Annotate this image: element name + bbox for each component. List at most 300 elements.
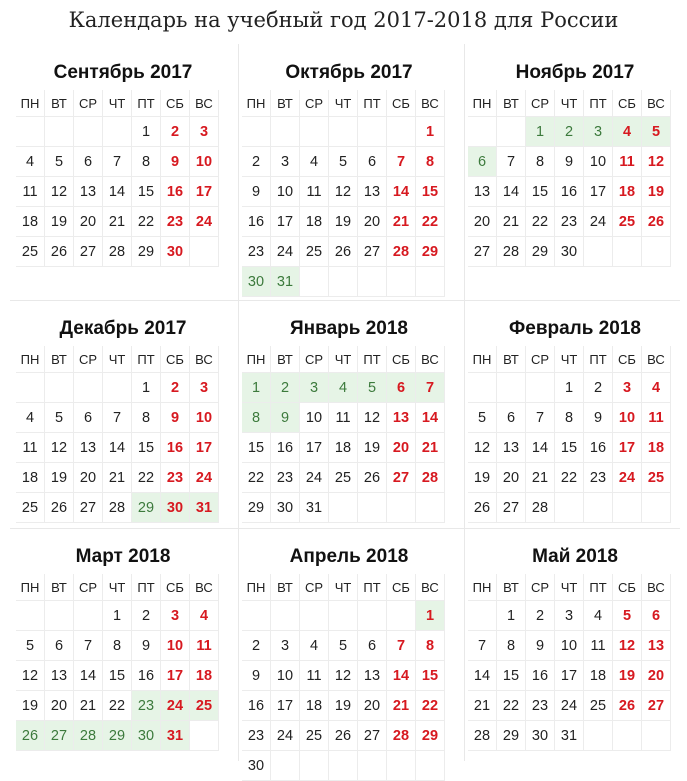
day-cell: 7 — [526, 403, 555, 433]
day-cell: 21 — [103, 207, 132, 237]
week-row — [468, 433, 671, 463]
empty-cell — [329, 267, 358, 297]
day-cell: 10 — [190, 147, 219, 177]
day-cell: 12 — [642, 147, 671, 177]
day-cell: 26 — [329, 721, 358, 751]
day-cell: 10 — [271, 177, 300, 207]
day-cell: 3 — [271, 631, 300, 661]
month-table — [242, 574, 445, 781]
day-cell: 12 — [329, 661, 358, 691]
empty-cell — [45, 373, 74, 403]
day-cell: 21 — [416, 433, 445, 463]
empty-cell — [74, 601, 103, 631]
month-calendar — [16, 56, 230, 267]
empty-cell — [300, 267, 329, 297]
day-cell: 22 — [132, 463, 161, 493]
week-row — [242, 267, 445, 297]
week-row — [242, 463, 445, 493]
day-cell: 21 — [387, 207, 416, 237]
month-title: Февраль 2018 — [509, 318, 641, 339]
empty-cell — [271, 751, 300, 781]
day-cell: 31 — [161, 721, 190, 751]
day-cell: 21 — [497, 207, 526, 237]
day-cell: 15 — [416, 177, 445, 207]
weekday-header: ПН — [242, 574, 271, 601]
day-cell: 27 — [497, 493, 526, 523]
day-cell: 13 — [468, 177, 497, 207]
day-cell: 4 — [613, 117, 642, 147]
day-cell: 31 — [555, 721, 584, 751]
empty-cell — [300, 751, 329, 781]
day-cell: 23 — [555, 207, 584, 237]
day-cell: 15 — [555, 433, 584, 463]
day-cell: 20 — [358, 691, 387, 721]
day-cell: 11 — [190, 631, 219, 661]
day-cell: 29 — [526, 237, 555, 267]
day-cell: 22 — [555, 463, 584, 493]
day-cell: 7 — [74, 631, 103, 661]
day-cell: 7 — [497, 147, 526, 177]
weekday-header: СБ — [161, 574, 190, 601]
day-cell: 25 — [16, 493, 45, 523]
day-cell: 16 — [161, 177, 190, 207]
day-cell: 27 — [642, 691, 671, 721]
day-cell: 2 — [132, 601, 161, 631]
day-cell: 26 — [642, 207, 671, 237]
day-cell: 23 — [242, 237, 271, 267]
day-cell: 14 — [468, 661, 497, 691]
weekday-header: СБ — [161, 90, 190, 117]
month-calendar — [242, 312, 456, 523]
empty-cell — [190, 721, 219, 751]
day-cell: 23 — [242, 721, 271, 751]
weekday-header: ЧТ — [329, 90, 358, 117]
week-row — [242, 433, 445, 463]
month-calendar — [242, 540, 456, 781]
page-title: Календарь на учебный год 2017-2018 для России — [68, 8, 619, 32]
day-cell: 11 — [613, 147, 642, 177]
day-cell: 15 — [132, 433, 161, 463]
day-cell: 7 — [387, 631, 416, 661]
month-table — [16, 346, 219, 523]
empty-cell — [16, 117, 45, 147]
day-cell: 25 — [613, 207, 642, 237]
day-cell: 28 — [74, 721, 103, 751]
empty-cell — [526, 373, 555, 403]
empty-cell — [416, 751, 445, 781]
day-cell: 8 — [555, 403, 584, 433]
day-cell: 9 — [161, 403, 190, 433]
day-cell: 9 — [242, 661, 271, 691]
day-cell: 26 — [45, 237, 74, 267]
day-cell: 15 — [242, 433, 271, 463]
day-cell: 28 — [526, 493, 555, 523]
weekday-header: ВТ — [271, 574, 300, 601]
day-cell: 30 — [242, 751, 271, 781]
day-cell: 25 — [300, 237, 329, 267]
empty-cell — [642, 237, 671, 267]
month-title: Апрель 2018 — [289, 546, 409, 567]
day-cell: 30 — [132, 721, 161, 751]
day-cell: 30 — [526, 721, 555, 751]
day-cell: 4 — [642, 373, 671, 403]
day-cell: 13 — [74, 433, 103, 463]
day-cell: 2 — [161, 117, 190, 147]
day-cell: 22 — [416, 207, 445, 237]
day-cell: 6 — [74, 403, 103, 433]
weekday-header: ВТ — [497, 90, 526, 117]
column-divider — [238, 44, 239, 761]
day-cell: 31 — [190, 493, 219, 523]
day-cell: 8 — [416, 631, 445, 661]
week-row — [242, 177, 445, 207]
day-cell: 12 — [468, 433, 497, 463]
day-cell: 14 — [103, 433, 132, 463]
empty-cell — [584, 721, 613, 751]
day-cell: 8 — [242, 403, 271, 433]
day-cell: 25 — [16, 237, 45, 267]
month-calendar — [242, 56, 456, 297]
weekday-header: ПН — [242, 90, 271, 117]
day-cell: 17 — [190, 177, 219, 207]
week-row — [242, 403, 445, 433]
day-cell: 11 — [642, 403, 671, 433]
empty-cell — [468, 117, 497, 147]
empty-cell — [103, 373, 132, 403]
day-cell: 18 — [642, 433, 671, 463]
day-cell: 5 — [45, 147, 74, 177]
empty-cell — [387, 751, 416, 781]
day-cell: 15 — [526, 177, 555, 207]
week-row — [468, 601, 671, 631]
empty-cell — [271, 601, 300, 631]
day-cell: 2 — [161, 373, 190, 403]
day-cell: 17 — [613, 433, 642, 463]
empty-cell — [584, 493, 613, 523]
day-cell: 23 — [161, 463, 190, 493]
day-cell: 18 — [613, 177, 642, 207]
day-cell: 13 — [387, 403, 416, 433]
day-cell: 30 — [555, 237, 584, 267]
week-row — [242, 661, 445, 691]
empty-cell — [387, 493, 416, 523]
weekday-header: ЧТ — [555, 574, 584, 601]
day-cell: 10 — [190, 403, 219, 433]
week-row — [242, 493, 445, 523]
day-cell: 29 — [103, 721, 132, 751]
weekday-header: ПТ — [358, 90, 387, 117]
day-cell: 14 — [497, 177, 526, 207]
day-cell: 26 — [45, 493, 74, 523]
day-cell: 10 — [555, 631, 584, 661]
day-cell: 20 — [358, 207, 387, 237]
day-cell: 27 — [74, 237, 103, 267]
day-cell: 2 — [242, 147, 271, 177]
day-cell: 5 — [16, 631, 45, 661]
day-cell: 3 — [190, 373, 219, 403]
day-cell: 28 — [103, 237, 132, 267]
day-cell: 10 — [161, 631, 190, 661]
empty-cell — [387, 267, 416, 297]
day-cell: 16 — [526, 661, 555, 691]
day-cell: 10 — [271, 661, 300, 691]
row-divider — [10, 300, 680, 301]
day-cell: 30 — [242, 267, 271, 297]
day-cell: 20 — [497, 463, 526, 493]
day-cell: 16 — [132, 661, 161, 691]
day-cell: 27 — [387, 463, 416, 493]
month-title: Декабрь 2017 — [59, 318, 187, 339]
week-row — [16, 493, 219, 523]
week-row — [16, 373, 219, 403]
weekday-header: ПН — [16, 90, 45, 117]
weekday-header: ПТ — [132, 90, 161, 117]
month-table — [468, 90, 671, 267]
day-cell: 2 — [584, 373, 613, 403]
empty-cell — [300, 117, 329, 147]
day-cell: 6 — [358, 631, 387, 661]
week-row — [16, 661, 219, 691]
day-cell: 26 — [468, 493, 497, 523]
day-cell: 9 — [132, 631, 161, 661]
day-cell: 4 — [300, 147, 329, 177]
day-cell: 1 — [555, 373, 584, 403]
weekday-header: ВТ — [45, 90, 74, 117]
day-cell: 16 — [584, 433, 613, 463]
day-cell: 29 — [497, 721, 526, 751]
day-cell: 7 — [387, 147, 416, 177]
empty-cell — [416, 493, 445, 523]
month-title: Октябрь 2017 — [285, 62, 413, 83]
day-cell: 23 — [132, 691, 161, 721]
week-row — [16, 177, 219, 207]
week-row — [242, 207, 445, 237]
day-cell: 13 — [642, 631, 671, 661]
month-table — [242, 90, 445, 297]
day-cell: 1 — [416, 117, 445, 147]
day-cell: 7 — [103, 403, 132, 433]
day-cell: 18 — [329, 433, 358, 463]
day-cell: 20 — [387, 433, 416, 463]
day-cell: 1 — [497, 601, 526, 631]
day-cell: 19 — [358, 433, 387, 463]
day-cell: 11 — [300, 177, 329, 207]
day-cell: 16 — [242, 691, 271, 721]
weekday-header: СР — [526, 346, 555, 373]
month-title: Сентябрь 2017 — [53, 62, 193, 83]
day-cell: 17 — [555, 661, 584, 691]
day-cell: 9 — [242, 177, 271, 207]
empty-cell — [242, 117, 271, 147]
week-row — [242, 601, 445, 631]
week-row — [16, 147, 219, 177]
empty-cell — [613, 721, 642, 751]
day-cell: 2 — [271, 373, 300, 403]
day-cell: 6 — [497, 403, 526, 433]
day-cell: 18 — [584, 661, 613, 691]
empty-cell — [555, 493, 584, 523]
day-cell: 7 — [416, 373, 445, 403]
weekday-header: СР — [300, 346, 329, 373]
day-cell: 18 — [16, 207, 45, 237]
day-cell: 11 — [16, 177, 45, 207]
day-cell: 5 — [329, 631, 358, 661]
weekday-header: ПН — [16, 346, 45, 373]
day-cell: 29 — [132, 237, 161, 267]
weekday-header: ПТ — [584, 574, 613, 601]
empty-cell — [329, 493, 358, 523]
day-cell: 26 — [329, 237, 358, 267]
day-cell: 19 — [45, 207, 74, 237]
day-cell: 8 — [103, 631, 132, 661]
day-cell: 25 — [584, 691, 613, 721]
week-row — [468, 117, 671, 147]
weekday-header: ПН — [468, 90, 497, 117]
weekday-header: СБ — [613, 574, 642, 601]
day-cell: 5 — [468, 403, 497, 433]
day-cell: 28 — [387, 237, 416, 267]
day-cell: 12 — [45, 433, 74, 463]
day-cell: 17 — [271, 207, 300, 237]
week-row — [16, 117, 219, 147]
month-calendar — [468, 540, 682, 751]
day-cell: 26 — [16, 721, 45, 751]
empty-cell — [468, 601, 497, 631]
weekday-header: ВС — [642, 346, 671, 373]
day-cell: 4 — [584, 601, 613, 631]
weekday-header: ПТ — [584, 346, 613, 373]
day-cell: 20 — [45, 691, 74, 721]
day-cell: 2 — [526, 601, 555, 631]
day-cell: 24 — [190, 207, 219, 237]
day-cell: 3 — [161, 601, 190, 631]
day-cell: 1 — [526, 117, 555, 147]
day-cell: 7 — [468, 631, 497, 661]
empty-cell — [497, 117, 526, 147]
weekday-header: ВС — [190, 346, 219, 373]
weekday-header: ВТ — [497, 346, 526, 373]
weekday-header: ВС — [190, 90, 219, 117]
day-cell: 28 — [416, 463, 445, 493]
empty-cell — [358, 117, 387, 147]
day-cell: 5 — [45, 403, 74, 433]
week-row — [468, 631, 671, 661]
month-title: Май 2018 — [532, 546, 618, 567]
empty-cell — [329, 117, 358, 147]
day-cell: 24 — [190, 463, 219, 493]
day-cell: 9 — [271, 403, 300, 433]
weekday-header: ВТ — [45, 346, 74, 373]
month-calendar — [16, 540, 230, 751]
day-cell: 3 — [300, 373, 329, 403]
day-cell: 11 — [300, 661, 329, 691]
day-cell: 24 — [613, 463, 642, 493]
weekday-header: ВС — [416, 346, 445, 373]
weekday-header: ВС — [416, 90, 445, 117]
day-cell: 18 — [190, 661, 219, 691]
weekday-header: СБ — [387, 346, 416, 373]
day-cell: 6 — [387, 373, 416, 403]
column-divider — [464, 44, 465, 761]
day-cell: 10 — [584, 147, 613, 177]
weekday-header: СБ — [387, 574, 416, 601]
week-row — [242, 237, 445, 267]
day-cell: 27 — [468, 237, 497, 267]
weekday-header: ЧТ — [103, 346, 132, 373]
day-cell: 12 — [45, 177, 74, 207]
day-cell: 1 — [103, 601, 132, 631]
day-cell: 17 — [190, 433, 219, 463]
day-cell: 21 — [74, 691, 103, 721]
week-row — [242, 721, 445, 751]
day-cell: 11 — [329, 403, 358, 433]
weekday-header: ВТ — [45, 574, 74, 601]
day-cell: 5 — [358, 373, 387, 403]
week-row — [468, 177, 671, 207]
weekday-header: СБ — [613, 346, 642, 373]
day-cell: 17 — [584, 177, 613, 207]
day-cell: 30 — [161, 493, 190, 523]
day-cell: 11 — [584, 631, 613, 661]
week-row — [16, 631, 219, 661]
day-cell: 16 — [555, 177, 584, 207]
empty-cell — [190, 237, 219, 267]
day-cell: 14 — [387, 661, 416, 691]
day-cell: 19 — [16, 691, 45, 721]
day-cell: 9 — [584, 403, 613, 433]
week-row — [468, 237, 671, 267]
empty-cell — [16, 373, 45, 403]
empty-cell — [74, 117, 103, 147]
week-row — [16, 691, 219, 721]
day-cell: 23 — [584, 463, 613, 493]
empty-cell — [613, 493, 642, 523]
day-cell: 31 — [300, 493, 329, 523]
week-row — [468, 147, 671, 177]
day-cell: 1 — [416, 601, 445, 631]
week-row — [242, 631, 445, 661]
day-cell: 13 — [358, 177, 387, 207]
weekday-header: СР — [526, 90, 555, 117]
day-cell: 19 — [642, 177, 671, 207]
month-table — [468, 574, 671, 751]
empty-cell — [387, 601, 416, 631]
day-cell: 10 — [300, 403, 329, 433]
day-cell: 2 — [242, 631, 271, 661]
weekday-header: ПТ — [584, 90, 613, 117]
day-cell: 17 — [300, 433, 329, 463]
week-row — [16, 403, 219, 433]
day-cell: 20 — [468, 207, 497, 237]
week-row — [242, 147, 445, 177]
day-cell: 6 — [642, 601, 671, 631]
weekday-header: СР — [74, 574, 103, 601]
month-calendar — [16, 312, 230, 523]
empty-cell — [271, 117, 300, 147]
empty-cell — [358, 751, 387, 781]
day-cell: 29 — [416, 721, 445, 751]
week-row — [16, 463, 219, 493]
day-cell: 23 — [271, 463, 300, 493]
day-cell: 12 — [16, 661, 45, 691]
week-row — [468, 373, 671, 403]
day-cell: 14 — [416, 403, 445, 433]
day-cell: 28 — [387, 721, 416, 751]
week-row — [468, 493, 671, 523]
empty-cell — [584, 237, 613, 267]
weekday-header: ВТ — [271, 90, 300, 117]
day-cell: 18 — [300, 691, 329, 721]
